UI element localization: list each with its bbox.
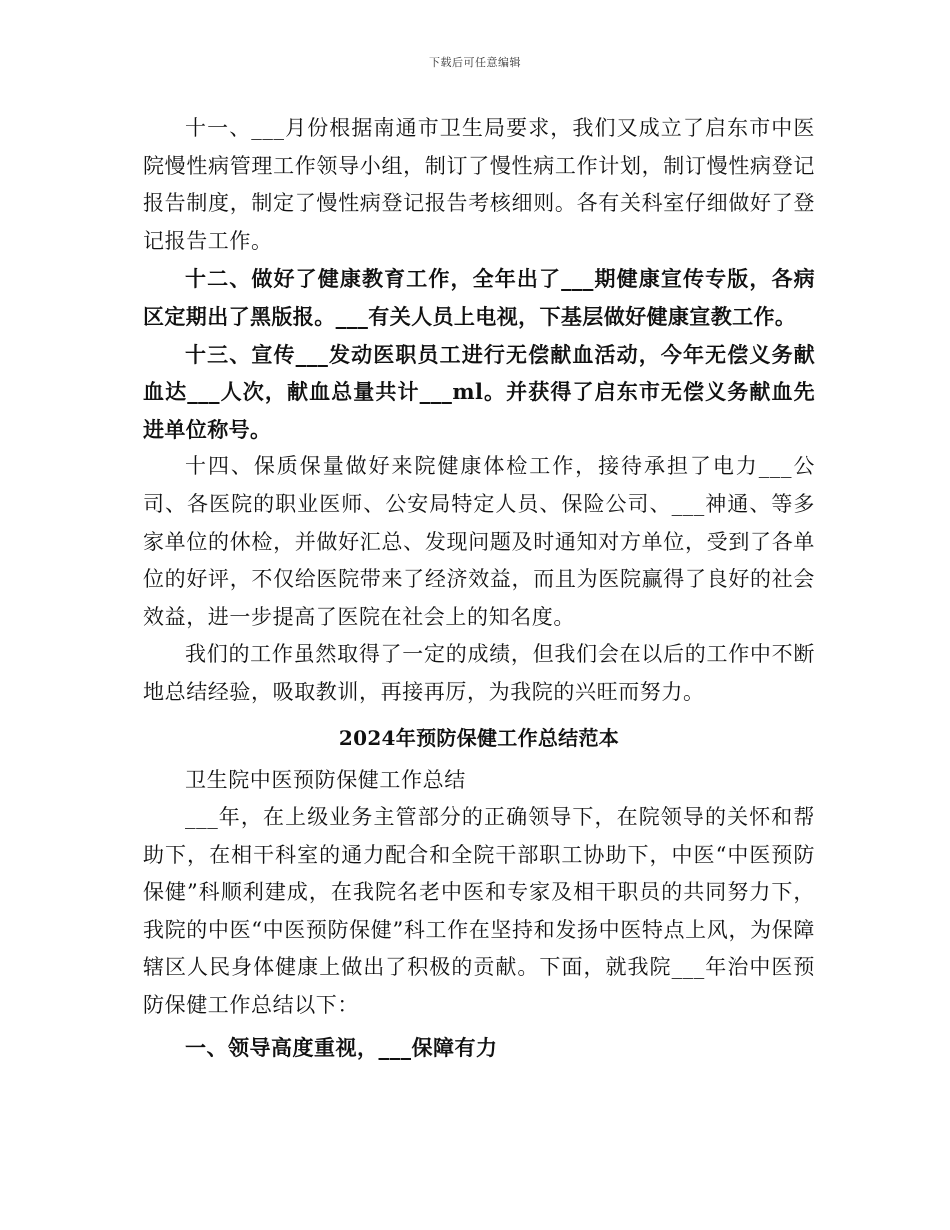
paragraph-closing: 我们的工作虽然取得了一定的成绩，但我们会在以后的工作中不断地总结经验，吸取教训，再接再厉，为我院的兴旺而努力。 [143, 642, 815, 704]
document-subtitle: 卫生院中医预防保健工作总结 [185, 767, 466, 792]
paragraph-twelve: 十二、做好了健康教育工作，全年出了___期健康宣传专版，各病区定期出了黑版报。___有关人员上电视，下基层做好健康宣教工作。 [143, 266, 815, 329]
paragraph-eleven: 十一、___月份根据南通市卫生局要求，我们又成立了启东市中医院慢性病管理工作领导小组，制订了慢性病工作计划，制订慢性病登记报告制度，制定了慢性病登记报告考核细则。各有关科室仔细做好了登记报告工作。 [143, 116, 815, 253]
section-heading-one: 一、领导高度重视，___保障有力 [185, 1034, 498, 1060]
paragraph-intro: ___年，在上级业务主管部分的正确领导下，在院领导的关怀和帮助下，在相干科室的通力配合和全院干部职工协助下，中医“中医预防保健”科顺利建成，在我院名老中医和专家及相干职员的共同努力下，我院的中医“中医预防保健”科工作在坚持和发扬中医特点上风，为保障辖区人民身体健康上做出了积极的贡献。下面，就我院___年治中医预防保健工作总结以下： [143, 805, 815, 1018]
paragraph-thirteen: 十三、宣传___发动医职员工进行无偿献血活动，今年无偿义务献血达___人次，献血总量共计___ml。并获得了启东市无偿义务献血先进单位称号。 [143, 341, 815, 442]
document-body [143, 110, 815, 1066]
page-header-note: 下载后可任意编辑 [429, 56, 521, 69]
paragraph-fourteen: 十四、保质保量做好来院健康体检工作，接待承担了电力___公司、各医院的职业医师、公安局特定人员、保险公司、___神通、等多家单位的休检，并做好汇总、发现问题及时通知对方单位，受到了各单位的好评，不仅给医院带来了经济效益，而且为医院赢得了良好的社会效益，进一步提高了医院在社会上的知名度。 [143, 454, 815, 629]
document-title: 2024年预防保健工作总结范本 [338, 725, 620, 750]
